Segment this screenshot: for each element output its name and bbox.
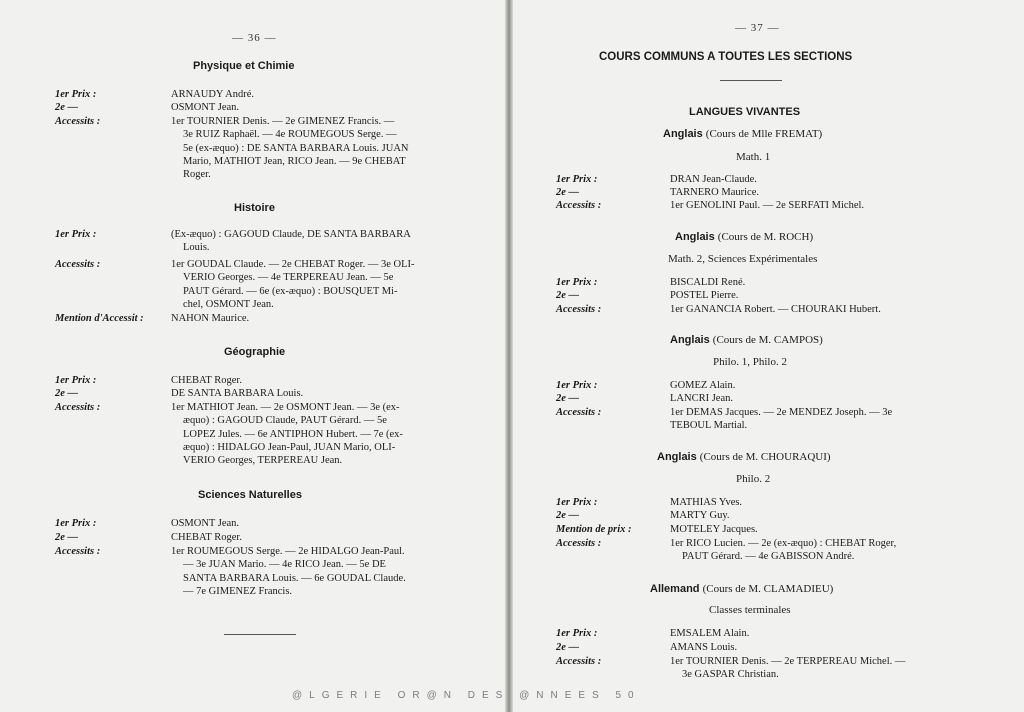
- section-title: Anglais (Cours de M. ROCH): [675, 231, 814, 243]
- entry-label: 2e —: [556, 290, 580, 301]
- title-rule: [720, 80, 782, 81]
- section-teacher: (Cours de M. CLAMADIEU): [702, 583, 834, 595]
- section-class: Math. 2, Sciences Expérimentales: [668, 253, 818, 265]
- entry-label: Mention d'Accessit :: [55, 313, 144, 324]
- entry-label: 2e —: [556, 393, 580, 404]
- entry-text: CHEBAT Roger.: [171, 532, 242, 543]
- entry-text: POSTEL Pierre.: [670, 290, 739, 301]
- section-class: Math. 1: [736, 151, 771, 163]
- entry-label: Accessits :: [55, 402, 101, 413]
- section-title: Histoire: [234, 202, 275, 214]
- entry-text: DRAN Jean-Claude.: [670, 174, 757, 185]
- watermark-text: @LGERIE OR@N DES @NNEES 50: [292, 690, 641, 701]
- section-class: Philo. 1, Philo. 2: [713, 356, 787, 368]
- entry-label: 1er Prix :: [55, 375, 97, 386]
- section-title: Anglais (Cours de Mlle FREMAT): [663, 128, 823, 140]
- entry-label: 1er Prix :: [556, 277, 598, 288]
- entry-label: 2e —: [55, 388, 79, 399]
- entry-text: AMANS Louis.: [670, 642, 738, 653]
- entry-label: 1er Prix :: [556, 174, 598, 185]
- section-title: Allemand (Cours de M. CLAMADIEU): [650, 583, 834, 595]
- page-number: — 37 —: [735, 22, 780, 34]
- entry-label: Accessits :: [55, 259, 101, 270]
- entry-label: 2e —: [55, 532, 79, 543]
- entry-text: NAHON Maurice.: [171, 313, 250, 324]
- entry-text: MATHIAS Yves.: [670, 497, 743, 508]
- page-36: [0, 0, 505, 712]
- entry-text: 1er GANANCIA Robert. — CHOURAKI Hubert.: [670, 304, 881, 315]
- entry-label: 1er Prix :: [556, 497, 598, 508]
- entry-text: OSMONT Jean.: [171, 102, 240, 113]
- entry-label: Accessits :: [556, 304, 602, 315]
- main-title: COURS COMMUNS A TOUTES LES SECTIONS: [599, 51, 853, 63]
- entry-label: 1er Prix :: [55, 89, 97, 100]
- closing-rule: [224, 634, 296, 635]
- entry-text: 1er GOUDAL Claude. — 2e CHEBAT Roger. — 3e OLI- VERIO Georges. — 4e TERPEREAU Jean. — 5e PAUT Gérard. — 6e (ex-æquo) : BOUSQUET Mi- chel, OSMONT Jean.: [171, 259, 415, 310]
- entry-text: MOTELEY Jacques.: [670, 524, 758, 535]
- entry-label: 1er Prix :: [556, 380, 598, 391]
- entry-text: (Ex-æquo) : GAGOUD Claude, DE SANTA BARBARA Louis.: [171, 229, 411, 254]
- entry-text: 1er RICO Lucien. — 2e (ex-æquo) : CHEBAT Roger, PAUT Gérard. — 4e GABISSON André.: [670, 538, 897, 563]
- entry-text: ARNAUDY André.: [171, 89, 255, 100]
- entry-label: 1er Prix :: [55, 518, 97, 529]
- entry-label: 2e —: [556, 642, 580, 653]
- entry-label: 2e —: [55, 102, 79, 113]
- entry-label: Accessits :: [556, 407, 602, 418]
- entry-label: 1er Prix :: [55, 229, 97, 240]
- section-class: Classes terminales: [709, 604, 791, 616]
- entry-text: CHEBAT Roger.: [171, 375, 242, 386]
- subtitle: LANGUES VIVANTES: [689, 106, 801, 118]
- entry-text: OSMONT Jean.: [171, 518, 240, 529]
- entry-label: Accessits :: [55, 116, 101, 127]
- section-title: Anglais (Cours de M. CAMPOS): [670, 334, 823, 346]
- section-teacher: (Cours de M. CHOURAQUI): [699, 451, 831, 463]
- section-title: Physique et Chimie: [193, 60, 295, 72]
- entry-label: Mention de prix :: [556, 524, 632, 535]
- section-class: Philo. 2: [736, 473, 771, 485]
- entry-text: LANCRI Jean.: [670, 393, 733, 404]
- entry-label: 1er Prix :: [556, 628, 598, 639]
- entry-text: 1er DEMAS Jacques. — 2e MENDEZ Joseph. — 3e TEBOUL Martial.: [670, 407, 893, 432]
- entry-text: 1er ROUMEGOUS Serge. — 2e HIDALGO Jean-Paul. — 3e JUAN Mario. — 4e RICO Jean. — 5e DE SANTA BARBARA Louis. — 6e GOUDAL Claude. — 7e GIMENEZ Francis.: [171, 546, 406, 597]
- entry-label: 2e —: [556, 187, 580, 198]
- entry-text: 1er MATHIOT Jean. — 2e OSMONT Jean. — 3e (ex- æquo) : GAGOUD Claude, PAUT Gérard. — 5e LOPEZ Jules. — 6e ANTIPHON Hubert. — 7e (ex- æquo) : HIDALGO Jean-Paul, JUAN Mario, OLI- VERIO Georges, TERPEREAU Jean.: [171, 402, 403, 467]
- entry-text: 1er TOURNIER Denis. — 2e GIMENEZ Francis. — 3e RUIZ Raphaël. — 4e ROUMEGOUS Serge. — 5e (ex-æquo) : DE SANTA BARBARA Louis. JUAN Mario, MATHIOT Jean, RICO Jean. — 9e CHEBAT Roger.: [171, 116, 409, 181]
- entry-text: BISCALDI René.: [670, 277, 746, 288]
- entry-label: Accessits :: [55, 546, 101, 557]
- section-title: Anglais (Cours de M. CHOURAQUI): [657, 451, 831, 463]
- entry-text: 1er GENOLINI Paul. — 2e SERFATI Michel.: [670, 200, 865, 211]
- entry-label: Accessits :: [556, 538, 602, 549]
- section-teacher: (Cours de M. CAMPOS): [712, 334, 823, 346]
- entry-label: Accessits :: [556, 656, 602, 667]
- book-gutter: [505, 0, 513, 712]
- page-37: [513, 0, 1024, 712]
- entry-text: 1er TOURNIER Denis. — 2e TERPEREAU Michel. — 3e GASPAR Christian.: [670, 656, 906, 681]
- page-number: — 36 —: [232, 32, 277, 44]
- section-teacher: (Cours de Mlle FREMAT): [705, 128, 823, 140]
- entry-text: DE SANTA BARBARA Louis.: [171, 388, 304, 399]
- section-title: Géographie: [224, 346, 286, 358]
- entry-text: MARTY Guy.: [670, 510, 730, 521]
- section-teacher: (Cours de M. ROCH): [717, 231, 814, 243]
- entry-text: GOMEZ Alain.: [670, 380, 736, 391]
- entry-text: EMSALEM Alain.: [670, 628, 750, 639]
- entry-label: 2e —: [556, 510, 580, 521]
- section-title: Sciences Naturelles: [198, 489, 302, 501]
- entry-text: TARNERO Maurice.: [670, 187, 759, 198]
- entry-label: Accessits :: [556, 200, 602, 211]
